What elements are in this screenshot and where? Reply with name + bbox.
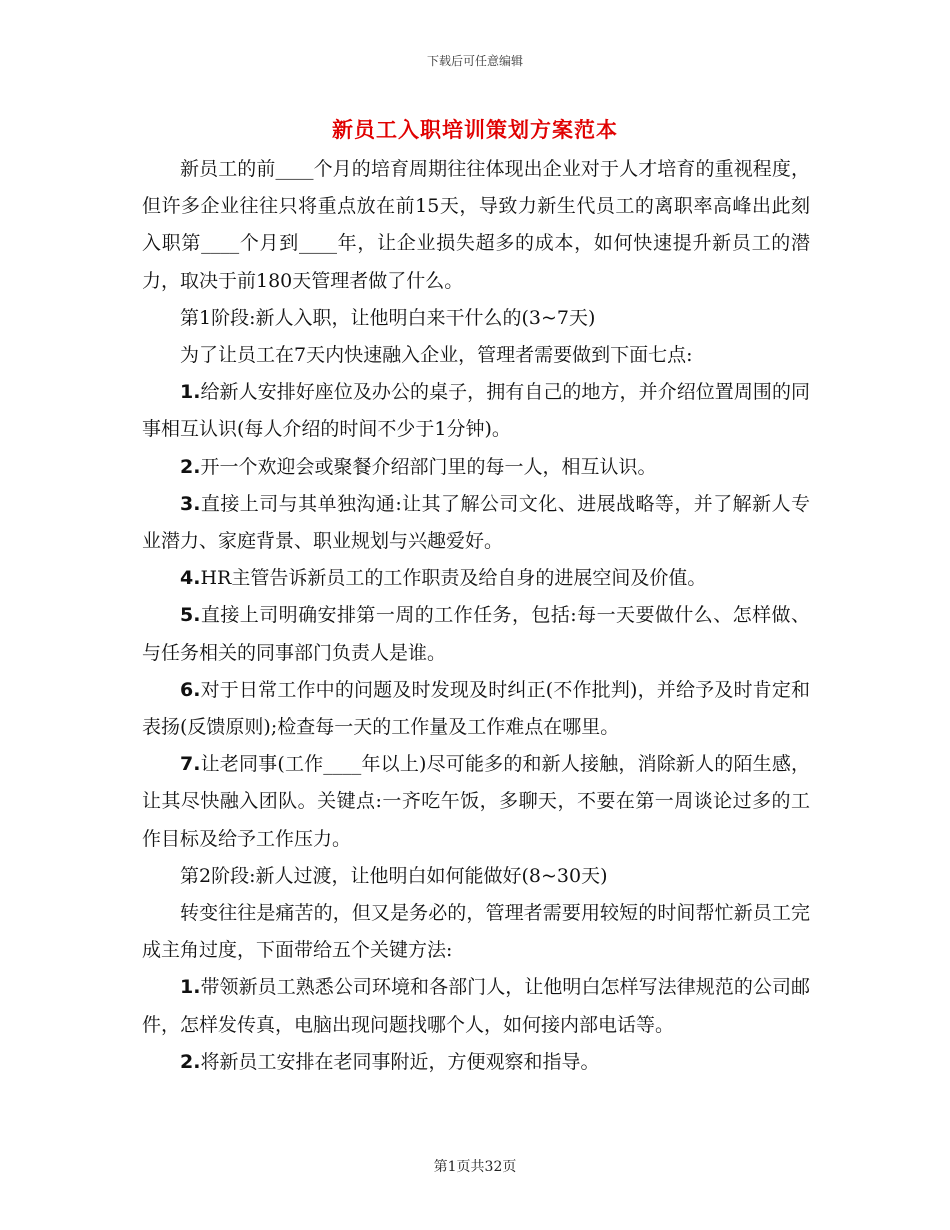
paragraph: 新员工的前____个月的培育周期往往体现出企业对于人才培育的重视程度，但许多企业往往只将重点放在前15天，导致力新生代员工的离职率高峰出此刻入职第____个月到____年，让企业损失超多的成本，如何快速提升新员工的潜力，取决于前180天管理者做了什么。	[142, 158, 810, 292]
document-title: 新员工入职培训策划方案范本	[332, 117, 618, 142]
paragraph: 为了让员工在7天内快速融入企业，管理者需要做到下面七点:	[180, 344, 693, 367]
list-number: 1.	[180, 976, 201, 999]
page-header: 下载后可任意编辑	[426, 54, 523, 68]
list-number: 7.	[180, 753, 201, 776]
page-footer: 第1页共32页	[433, 1159, 517, 1175]
list-number: 2.	[180, 455, 201, 478]
list-item: 5.直接上司明确安排第一周的工作任务，包括:每一天要做什么、怎样做、与任务相关的同事部门负责人是谁。	[142, 604, 810, 664]
paragraph: 第1阶段:新人入职，让他明白来干什么的(3~7天)	[180, 306, 596, 329]
list-item: 2.开一个欢迎会或聚餐介绍部门里的每一人，相互认识。	[180, 455, 657, 478]
list-item: 3.直接上司与其单独沟通:让其了解公司文化、进展战略等，并了解新人专业潜力、家庭背景、职业规划与兴趣爱好。	[142, 492, 810, 553]
list-item: 2.将新员工安排在老同事附近，方便观察和指导。	[180, 1050, 600, 1073]
list-item: 7.让老同事(工作____年以上)尽可能多的和新人接触，消除新人的陌生感，让其尽快融入团队。关键点:一齐吃午饭，多聊天，不要在第一周谈论过多的工作目标及给予工作压力。	[142, 753, 810, 850]
list-item: 1.给新人安排好座位及办公的桌子，拥有自己的地方，并介绍位置周围的同事相互认识(每人介绍的时间不少于1分钟)。	[142, 381, 810, 441]
list-number: 4.	[180, 567, 201, 590]
list-number: 5.	[180, 604, 201, 627]
list-item: 1.带领新员工熟悉公司环境和各部门人，让他明白怎样写法律规范的公司邮件，怎样发传真，电脑出现问题找哪个人，如何接内部电话等。	[142, 976, 810, 1036]
paragraph: 第2阶段:新人过渡，让他明白如何能做好(8~30天)	[180, 864, 608, 887]
list-item: 6.对于日常工作中的问题及时发现及时纠正(不作批判)，并给予及时肯定和表扬(反馈原则);检查每一天的工作量及工作难点在哪里。	[142, 678, 810, 739]
paragraph: 转变往往是痛苦的，但又是务必的，管理者需要用较短的时间帮忙新员工完成主角过度，下面带给五个关键方法:	[142, 902, 810, 962]
list-number: 3.	[180, 492, 201, 515]
list-number: 1.	[180, 381, 201, 404]
list-item: 4.HR主管告诉新员工的工作职责及给自身的进展空间及价值。	[180, 567, 707, 590]
list-number: 6.	[180, 678, 201, 701]
list-number: 2.	[180, 1050, 201, 1073]
document-body	[142, 151, 810, 1081]
